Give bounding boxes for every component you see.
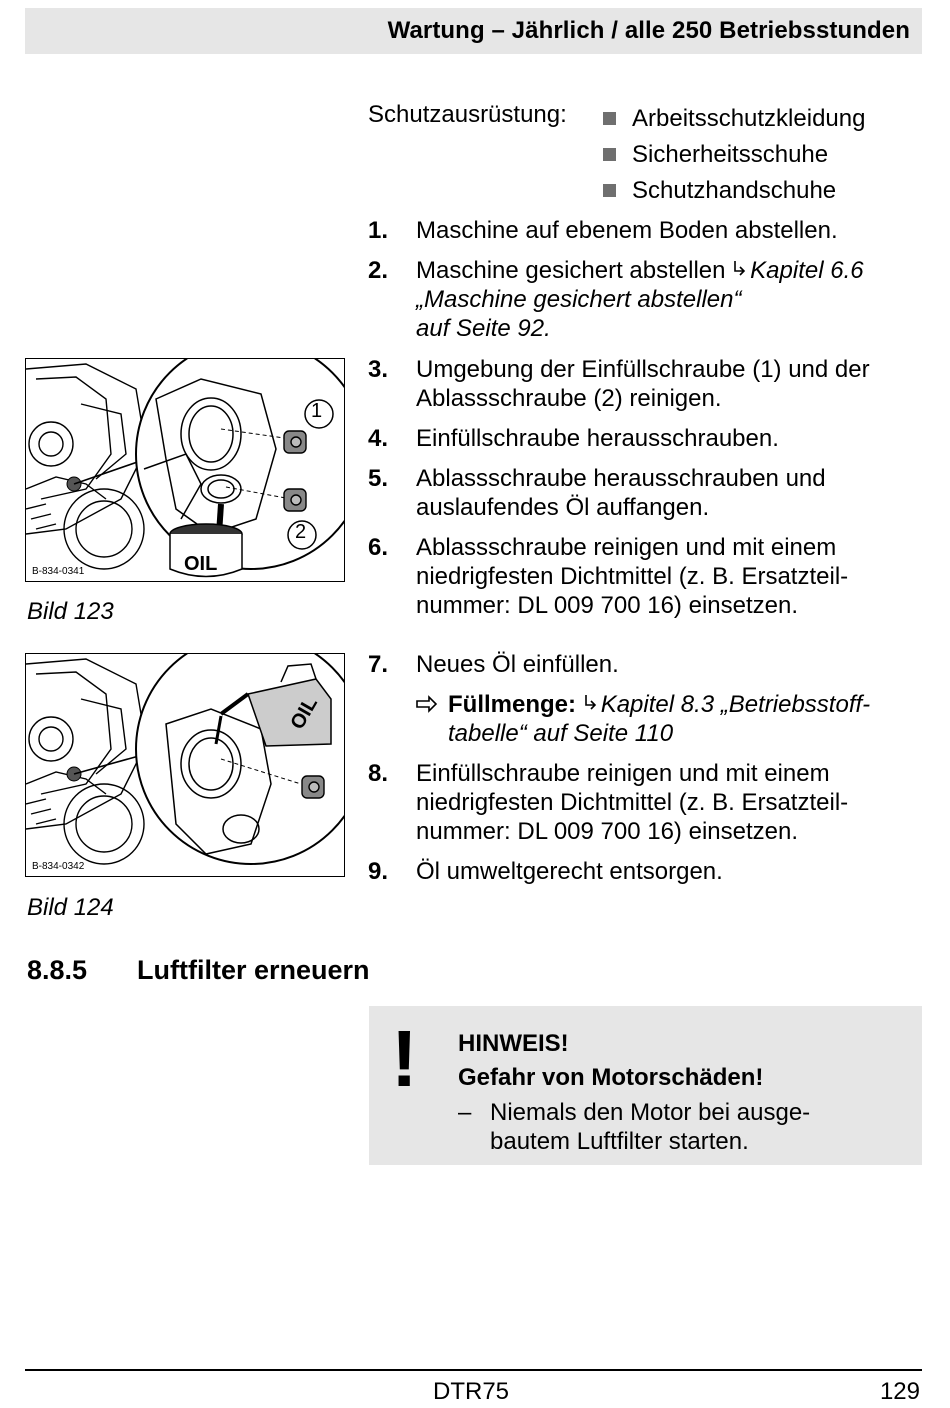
protection-item bbox=[603, 100, 865, 136]
step-text: niedrigfesten Dichtmittel (z. B. Ersatzteil- bbox=[416, 789, 849, 816]
chapter-link[interactable]: Kapitel 8.3 „Betriebsstoff- bbox=[600, 691, 871, 718]
step-text: Umgebung der Einfüllschraube (1) und der bbox=[416, 356, 870, 383]
section-title: Luftfilter erneuern bbox=[137, 955, 370, 985]
figure-124 bbox=[25, 653, 345, 877]
gearbox-fill-illustration bbox=[26, 654, 344, 876]
protection-list bbox=[603, 100, 865, 208]
step-number: 9. bbox=[368, 858, 389, 885]
bullet-square-icon bbox=[603, 184, 616, 197]
step-text: Einfüllschraube reinigen und mit einem bbox=[416, 760, 830, 787]
reference-arrow-icon bbox=[583, 690, 601, 719]
callout-2-label: 2 bbox=[295, 521, 307, 543]
step-text: Maschine auf ebenem Boden abstellen. bbox=[416, 217, 838, 244]
section-heading bbox=[27, 955, 370, 986]
step-1 bbox=[368, 216, 928, 245]
notice-heading: HINWEIS! bbox=[458, 1030, 569, 1057]
step-number: 4. bbox=[368, 425, 389, 452]
step-text: Öl umweltgerecht entsorgen. bbox=[416, 858, 723, 885]
step-number: 3. bbox=[368, 356, 389, 383]
step-text: auslaufendes Öl auffangen. bbox=[416, 494, 710, 521]
step-number: 2. bbox=[368, 257, 389, 284]
page-number: 129 bbox=[879, 1378, 920, 1405]
oil-can-label: OIL bbox=[184, 553, 218, 575]
section-number: 8.8.5 bbox=[27, 955, 88, 985]
step-8 bbox=[368, 759, 928, 846]
step-text: Ablassschraube reinigen und mit einem bbox=[416, 534, 837, 561]
header-title: Wartung – Jährlich / alle 250 Betriebsstunden bbox=[387, 17, 910, 44]
notice-subheading: Gefahr von Motorschäden! bbox=[458, 1064, 764, 1091]
step-text: Maschine gesichert abstellen bbox=[416, 257, 733, 284]
notice-bullet bbox=[458, 1098, 838, 1156]
chapter-link-page[interactable]: tabelle“ auf Seite 110 bbox=[448, 720, 674, 747]
step-text: nummer: DL 009 700 16) einsetzen. bbox=[416, 818, 798, 845]
step-2 bbox=[368, 256, 928, 343]
step-text: nummer: DL 009 700 16) einsetzen. bbox=[416, 592, 798, 619]
step-text: Ablassschraube herausschrauben und bbox=[416, 465, 826, 492]
step-number: 1. bbox=[368, 217, 389, 244]
step-4 bbox=[368, 424, 928, 453]
footer-divider bbox=[25, 1369, 922, 1371]
page-header bbox=[25, 8, 922, 54]
step-6 bbox=[368, 533, 928, 620]
callout-1-label: 1 bbox=[311, 400, 323, 422]
oil-jug-label: OIL bbox=[286, 693, 323, 734]
figure-caption: Bild 124 bbox=[27, 894, 114, 921]
notice-box bbox=[369, 1006, 922, 1165]
chapter-link-page[interactable]: auf Seite 92. bbox=[416, 315, 551, 342]
protection-item-label: Sicherheitsschuhe bbox=[632, 140, 829, 168]
step-7 bbox=[368, 650, 928, 679]
step-number: 8. bbox=[368, 760, 389, 787]
result-arrow-icon bbox=[416, 690, 448, 748]
protection-label: Schutzausrüstung: bbox=[368, 101, 567, 128]
figure-123 bbox=[25, 358, 345, 582]
chapter-link-title[interactable]: „Maschine gesichert abstellen“ bbox=[416, 286, 742, 313]
notice-text: Niemals den Motor bei ausge- bbox=[490, 1099, 811, 1126]
step-number: 6. bbox=[368, 534, 389, 561]
step-9 bbox=[368, 857, 928, 886]
warning-exclamation-icon: ! bbox=[391, 1014, 418, 1103]
step-text: Neues Öl einfüllen. bbox=[416, 651, 619, 678]
step-5 bbox=[368, 464, 928, 522]
protection-item-label: Arbeitsschutzkleidung bbox=[632, 104, 866, 132]
bullet-square-icon bbox=[603, 112, 616, 125]
chapter-link[interactable]: Kapitel 6.6 bbox=[750, 257, 864, 284]
protection-item bbox=[603, 172, 865, 208]
reference-arrow-icon bbox=[732, 256, 750, 285]
result-label: Füllmenge: bbox=[448, 691, 577, 718]
step-number: 5. bbox=[368, 465, 389, 492]
figure-caption: Bild 123 bbox=[27, 598, 114, 625]
figure-code: B-834-0342 bbox=[32, 861, 85, 872]
footer-document-name: DTR75 bbox=[433, 1378, 510, 1405]
notice-text: bautem Luftfilter starten. bbox=[490, 1128, 749, 1155]
step-7-result bbox=[416, 690, 936, 748]
bullet-square-icon bbox=[603, 148, 616, 161]
step-3 bbox=[368, 355, 928, 413]
protection-item bbox=[603, 136, 865, 172]
protection-item-label: Schutzhandschuhe bbox=[632, 176, 837, 204]
step-text: niedrigfesten Dichtmittel (z. B. Ersatzteil- bbox=[416, 563, 849, 590]
step-text: Einfüllschraube herausschrauben. bbox=[416, 425, 779, 452]
figure-code: B-834-0341 bbox=[32, 566, 85, 577]
step-text: Ablassschraube (2) reinigen. bbox=[416, 385, 722, 412]
gearbox-drain-illustration bbox=[26, 359, 344, 581]
dash-bullet: – bbox=[458, 1099, 472, 1126]
step-number: 7. bbox=[368, 651, 389, 678]
